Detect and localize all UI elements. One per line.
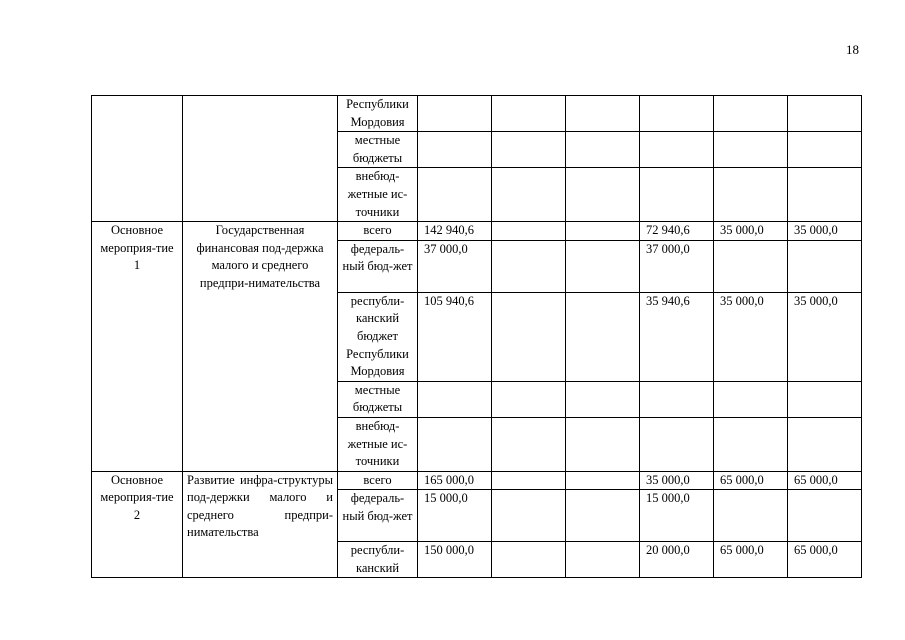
amount-cell — [566, 132, 640, 168]
measure-cell: Основное мероприя-тие 1 — [92, 222, 183, 472]
funding-source-cell: всего — [338, 222, 418, 241]
table-row — [92, 471, 862, 490]
table-row — [92, 96, 862, 132]
amount-cell: 65 000,0 — [714, 542, 788, 578]
amount-cell — [640, 417, 714, 471]
amount-cell — [418, 168, 492, 222]
amount-cell — [492, 490, 566, 542]
amount-cell — [714, 490, 788, 542]
measure-cell — [92, 96, 183, 222]
measure-name-cell: Развитие инфра-структуры под-держки малого и среднего предпри-нимательства — [183, 471, 338, 578]
amount-cell — [566, 381, 640, 417]
funding-source-cell: республи-канский бюджет Республики Мордовия — [338, 292, 418, 381]
amount-cell — [418, 417, 492, 471]
amount-cell: 165 000,0 — [418, 471, 492, 490]
amount-cell: 105 940,6 — [418, 292, 492, 381]
amount-cell — [788, 490, 862, 542]
amount-cell — [492, 417, 566, 471]
amount-cell — [788, 168, 862, 222]
amount-cell — [640, 132, 714, 168]
funding-table — [91, 95, 862, 578]
amount-cell — [640, 96, 714, 132]
amount-cell — [566, 96, 640, 132]
amount-cell — [492, 168, 566, 222]
amount-cell: 37 000,0 — [640, 240, 714, 292]
amount-cell — [788, 132, 862, 168]
amount-cell — [566, 222, 640, 241]
amount-cell — [418, 381, 492, 417]
amount-cell: 35 940,6 — [640, 292, 714, 381]
amount-cell — [640, 381, 714, 417]
amount-cell — [714, 240, 788, 292]
amount-cell — [492, 471, 566, 490]
measure-name-cell — [183, 96, 338, 222]
amount-cell — [566, 471, 640, 490]
amount-cell — [418, 96, 492, 132]
measure-cell: Основное мероприя-тие 2 — [92, 471, 183, 578]
amount-cell: 20 000,0 — [640, 542, 714, 578]
funding-source-cell: внебюд-жетные ис-точники — [338, 168, 418, 222]
amount-cell — [640, 168, 714, 222]
table-row — [92, 222, 862, 241]
funding-source-cell: федераль-ный бюд-жет — [338, 490, 418, 542]
amount-cell — [492, 292, 566, 381]
page-number: 18 — [846, 42, 859, 57]
amount-cell — [714, 417, 788, 471]
amount-cell — [714, 381, 788, 417]
amount-cell: 72 940,6 — [640, 222, 714, 241]
amount-cell — [788, 96, 862, 132]
amount-cell — [566, 240, 640, 292]
amount-cell — [492, 96, 566, 132]
amount-cell: 15 000,0 — [418, 490, 492, 542]
funding-source-cell: республи-канский — [338, 542, 418, 578]
amount-cell — [566, 168, 640, 222]
funding-source-cell: федераль-ный бюд-жет — [338, 240, 418, 292]
amount-cell: 150 000,0 — [418, 542, 492, 578]
amount-cell: 142 940,6 — [418, 222, 492, 241]
funding-source-cell: внебюд-жетные ис-точники — [338, 417, 418, 471]
amount-cell — [566, 490, 640, 542]
amount-cell: 15 000,0 — [640, 490, 714, 542]
funding-source-cell: Республики Мордовия — [338, 96, 418, 132]
amount-cell — [492, 542, 566, 578]
amount-cell — [566, 292, 640, 381]
amount-cell: 35 000,0 — [714, 292, 788, 381]
amount-cell — [492, 240, 566, 292]
amount-cell: 65 000,0 — [788, 542, 862, 578]
funding-source-cell: всего — [338, 471, 418, 490]
amount-cell: 35 000,0 — [640, 471, 714, 490]
amount-cell — [714, 96, 788, 132]
amount-cell — [714, 168, 788, 222]
amount-cell — [788, 417, 862, 471]
amount-cell: 35 000,0 — [788, 222, 862, 241]
amount-cell — [714, 132, 788, 168]
amount-cell: 35 000,0 — [788, 292, 862, 381]
funding-source-cell: местные бюджеты — [338, 381, 418, 417]
amount-cell — [788, 381, 862, 417]
amount-cell — [492, 222, 566, 241]
funding-source-cell: местные бюджеты — [338, 132, 418, 168]
measure-name-cell: Государственная финансовая под-держка малого и среднего предпри-нимательства — [183, 222, 338, 472]
amount-cell — [566, 542, 640, 578]
amount-cell — [788, 240, 862, 292]
amount-cell: 65 000,0 — [788, 471, 862, 490]
amount-cell: 37 000,0 — [418, 240, 492, 292]
amount-cell — [566, 417, 640, 471]
amount-cell: 65 000,0 — [714, 471, 788, 490]
amount-cell — [492, 381, 566, 417]
amount-cell — [492, 132, 566, 168]
amount-cell: 35 000,0 — [714, 222, 788, 241]
amount-cell — [418, 132, 492, 168]
